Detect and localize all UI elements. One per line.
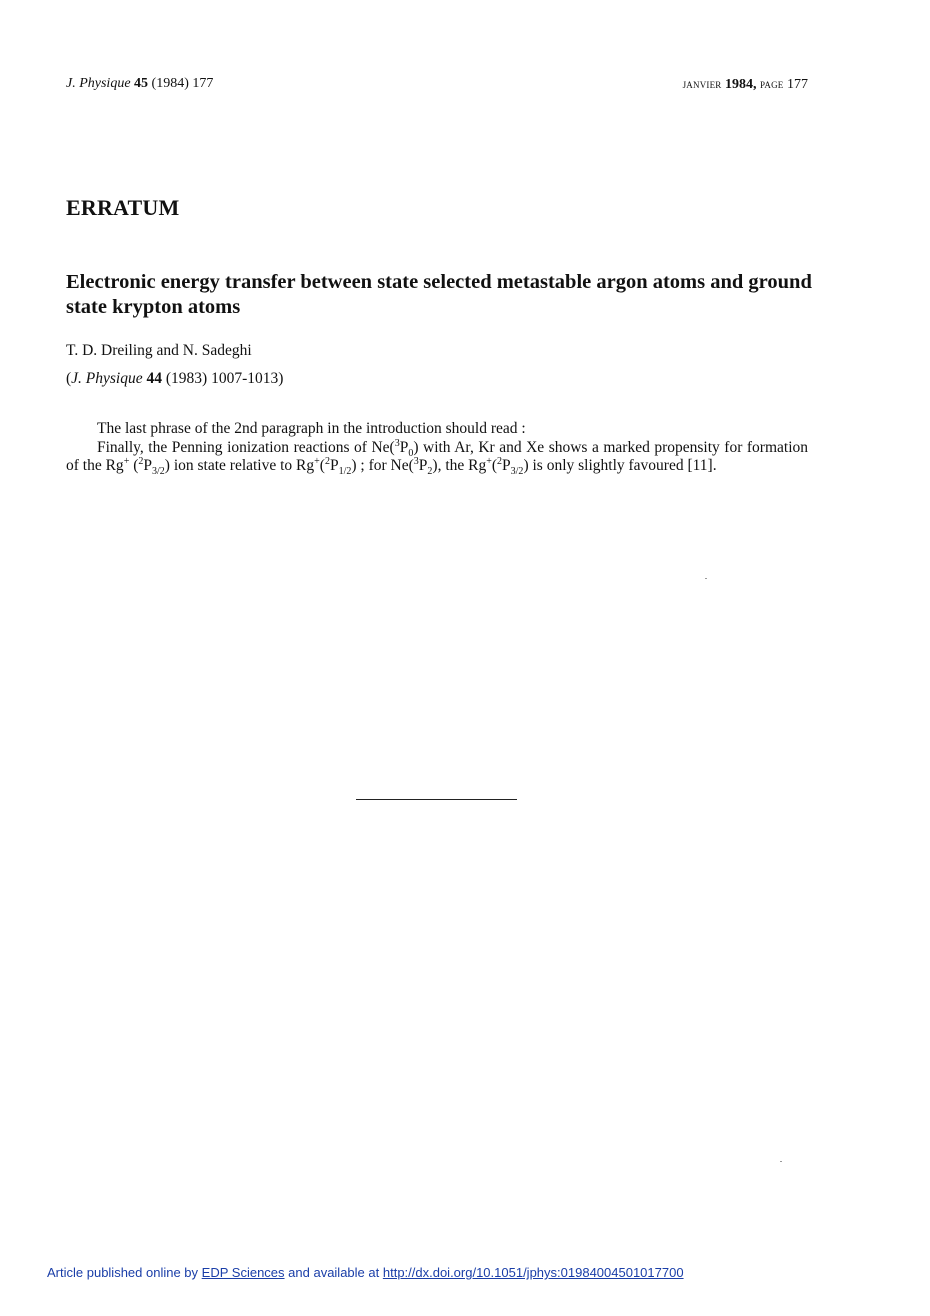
publication-footer xyxy=(47,1265,684,1280)
corrected-sentence xyxy=(66,439,808,476)
original-reference xyxy=(66,370,283,388)
running-header-right xyxy=(683,76,808,93)
article-title: Electronic energy transfer between state selected metastable argon atoms and ground state krypton atoms xyxy=(66,271,812,318)
correction-intro: The last phrase of the 2nd paragraph in the introduction should read : xyxy=(97,420,526,437)
subscript: 3/2 xyxy=(510,466,524,478)
text-run: P xyxy=(399,438,409,456)
superscript: + xyxy=(314,455,320,467)
reference-journal: J. Physique xyxy=(71,370,143,387)
subscript: 1/2 xyxy=(338,466,352,478)
text-run: ( xyxy=(129,457,139,474)
superscript: 2 xyxy=(324,455,330,467)
text-run: ) ; for Ne( xyxy=(351,457,414,474)
superscript: 2 xyxy=(138,455,144,467)
doi-link[interactable]: http://dx.doi.org/10.1051/jphys:01984004501017700 xyxy=(382,1265,684,1280)
superscript: + xyxy=(486,455,492,467)
subscript: 2 xyxy=(427,466,433,478)
publisher-link[interactable]: EDP Sciences xyxy=(201,1265,285,1280)
text-run: ( xyxy=(319,457,325,474)
reference-volume: 44 xyxy=(146,370,162,387)
running-header-left xyxy=(66,76,213,92)
subscript: 0 xyxy=(408,447,414,459)
text-run: P xyxy=(143,457,152,474)
reference-rest: (1983) 1007-1013) xyxy=(165,370,284,387)
volume-number: 45 xyxy=(134,76,149,91)
text-run: Finally, the Penning ionization reactions of Ne( xyxy=(97,438,395,456)
superscript: 3 xyxy=(394,437,400,449)
text-run: ) ion state relative to Rg xyxy=(164,457,315,474)
superscript: 2 xyxy=(497,455,503,467)
section-label: ERRATUM xyxy=(66,195,180,220)
footer-prefix: Article published online by xyxy=(47,1265,199,1280)
footer-middle: and available at xyxy=(288,1265,380,1280)
text-run: P xyxy=(418,457,428,474)
superscript: 3 xyxy=(413,455,419,467)
text-run: ) with Ar, Kr and Xe shows a marked propensity for formation of the Rg xyxy=(66,438,809,474)
text-run: P xyxy=(502,457,511,474)
text-run: P xyxy=(329,457,339,474)
issue-year: 1984, xyxy=(725,77,757,92)
article-authors: T. D. Dreiling and N. Sadeghi xyxy=(66,342,252,359)
superscript: + xyxy=(123,455,130,467)
text-run: ( xyxy=(491,457,498,474)
reference-open: ( xyxy=(66,370,72,387)
text-run: ) is only slightly favoured [11]. xyxy=(523,457,717,474)
end-rule xyxy=(356,799,517,800)
correction-text xyxy=(66,420,808,476)
journal-name: J. Physique xyxy=(66,76,131,91)
scan-speck xyxy=(705,578,707,579)
subscript: 3/2 xyxy=(152,466,165,478)
issue-month: janvier xyxy=(682,76,722,91)
scan-speck xyxy=(780,1161,782,1162)
year-page: (1984) 177 xyxy=(151,76,214,91)
page-number: 177 xyxy=(787,77,808,92)
page-label: page xyxy=(760,76,784,91)
text-run: ), the Rg xyxy=(432,457,487,474)
